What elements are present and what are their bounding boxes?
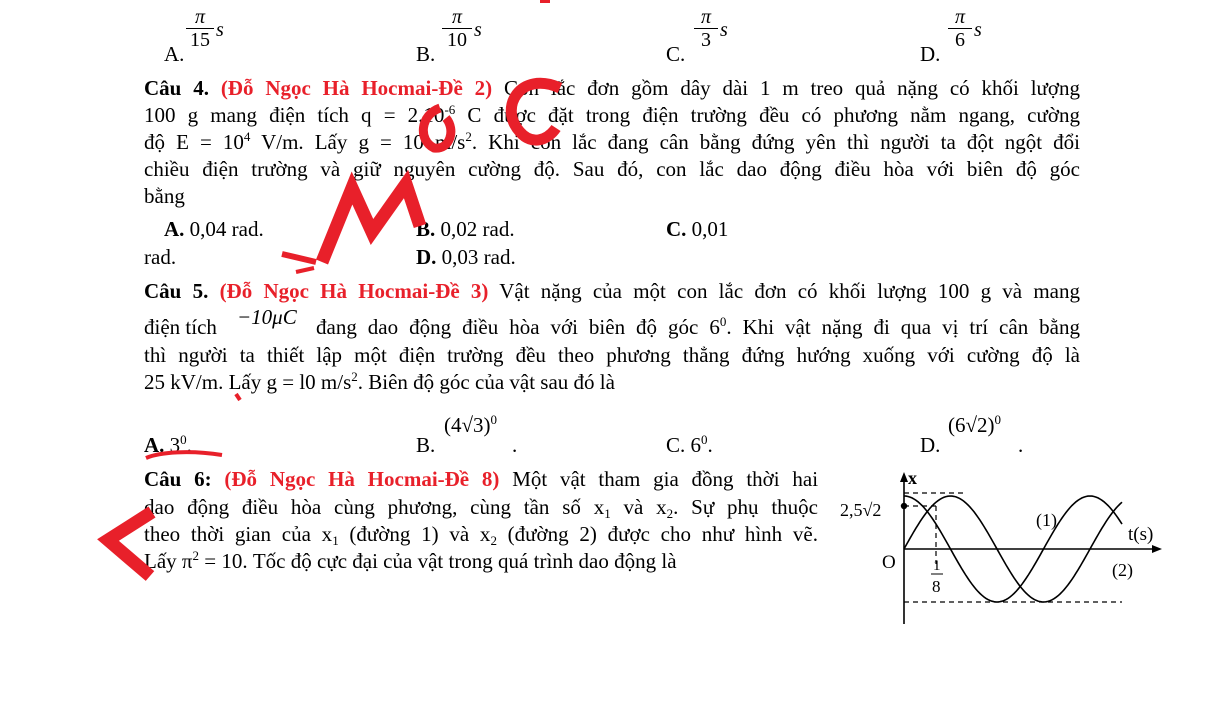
amp-point	[901, 503, 907, 509]
q3-option-b-label: B.	[416, 42, 436, 66]
watermark-top-mark	[540, 0, 550, 3]
q3-option-a-fraction: π 15	[186, 6, 214, 51]
q4-line-2: 100 g mang điện tích $q = 2.10^{-6}$ C được đặt trong điện trường đều có phương nằm ngang, cường	[144, 102, 1080, 127]
y-axis-label: x	[908, 468, 917, 488]
q6-line-4: Lấy $\pi^2 = 10$. Tốc độ cực đại của vật trong quá trình dao động là	[144, 548, 677, 573]
q5-option-d-expr: $(6√2)^0$	[948, 412, 1002, 437]
q4-option-d: D. 0,03 rad.	[416, 245, 516, 269]
q3-option-a-unit: s	[216, 19, 224, 41]
q5-line-2-rest: đang dao động điều hòa với biên độ góc $6^0$. Khi vật nặng đi qua vị trí cân bằng	[316, 314, 1080, 339]
q3-option-d-fraction: π 6	[948, 6, 972, 51]
tick-denominator: 8	[932, 577, 941, 596]
tick-numerator: 1	[933, 558, 941, 574]
q3-option-a-label: A.	[164, 42, 185, 66]
x-axis-label: t(s)	[1128, 524, 1154, 545]
q5-line-4: 25 kV/m. Lấy g = l0 $m/s^2$. Biên độ góc của vật sau đó là	[144, 369, 615, 394]
q5-option-c: C. $6^0$.	[666, 432, 713, 457]
q4-option-b: B. 0,02 rad.	[416, 217, 515, 241]
q4-source: (Đỗ Ngọc Hà Hocmai-Đề 2)	[220, 76, 493, 100]
amplitude-label: 2,5√2	[840, 500, 882, 520]
q4-option-a: A. 0,04 rad.	[164, 217, 264, 241]
q5-source: (Đỗ Ngọc Hà Hocmai-Đề 3)	[219, 279, 489, 303]
q4-line-1: Câu 4. (Đỗ Ngọc Hà Hocmai-Đề 2) Con lắc đơn gồm dây dài 1 m treo quả nặng có khối lượng	[144, 76, 1081, 100]
q4-label: Câu 4.	[144, 76, 209, 100]
q6-source: (Đỗ Ngọc Hà Hocmai-Đề 8)	[224, 467, 500, 491]
q3-option-c-fraction: π 3	[694, 6, 718, 51]
origin-label: O	[882, 552, 896, 573]
y-axis-arrow	[900, 472, 908, 482]
q5-line-1: Câu 5. (Đỗ Ngọc Hà Hocmai-Đề 3) Vật nặng của một con lắc đơn có khối lượng 100 g và mang	[144, 279, 1081, 303]
q6-line-1: Câu 6: (Đỗ Ngọc Hà Hocmai-Đề 8) Một vật tham gia đồng thời hai	[144, 467, 819, 491]
q4-option-c-continuation: rad.	[144, 245, 177, 269]
q4-line-4: chiều điện trường và giữ nguyên cường độ. Sau đó, con lắc dao động điều hòa với biên độ góc	[144, 157, 1080, 181]
q5-option-a: A. $3^0$.	[144, 432, 192, 457]
watermark-stroke-2	[296, 268, 314, 272]
watermark-stroke-1	[282, 254, 316, 262]
q3-option-c-unit: s	[720, 19, 728, 41]
q5-charge-formula: −10μC	[237, 305, 297, 329]
q5-label: Câu 5.	[144, 279, 209, 303]
q5-option-b-label: B.	[416, 433, 436, 457]
q5-line-3: thì người ta thiết lập một điện trường đều theo phương thẳng đứng hướng xuống với cường độ là	[144, 343, 1080, 367]
q5-option-b-expr: $(4√3)^0$	[444, 412, 498, 437]
q5-line-2: điện tích	[144, 315, 217, 339]
q4-option-c: C. 0,01	[666, 217, 729, 241]
q4-line-5: bằng	[144, 184, 185, 208]
oscillation-graph	[836, 468, 1176, 628]
q6-label: Câu 6:	[144, 467, 212, 491]
q6-line-2: dao động điều hòa cùng phương, cùng tần số $x_1$ và $x_2$. Sự phụ thuộc	[144, 495, 818, 521]
q4-line-3: độ $E = 10^4$ V/m. Lấy g = 10 $m/s^2$. Khi con lắc đang cân bằng đứng yên thì người ta đột ngột đổi	[144, 129, 1081, 154]
q3-option-d-label: D.	[920, 42, 941, 66]
q3-option-d-unit: s	[974, 19, 982, 41]
q5-option-d-label: D.	[920, 433, 941, 457]
q3-option-b-unit: s	[474, 19, 482, 41]
curve-2-label: (2)	[1112, 560, 1133, 580]
q3-option-b-fraction: π 10	[442, 6, 472, 51]
curve-1-label: (1)	[1036, 510, 1057, 530]
x-axis-arrow	[1152, 545, 1162, 553]
q3-option-c-label: C.	[666, 42, 686, 66]
q6-line-3: theo thời gian của $x_1$ (đường 1) và $x_2$ (đường 2) được cho như hình vẽ.	[144, 522, 818, 548]
